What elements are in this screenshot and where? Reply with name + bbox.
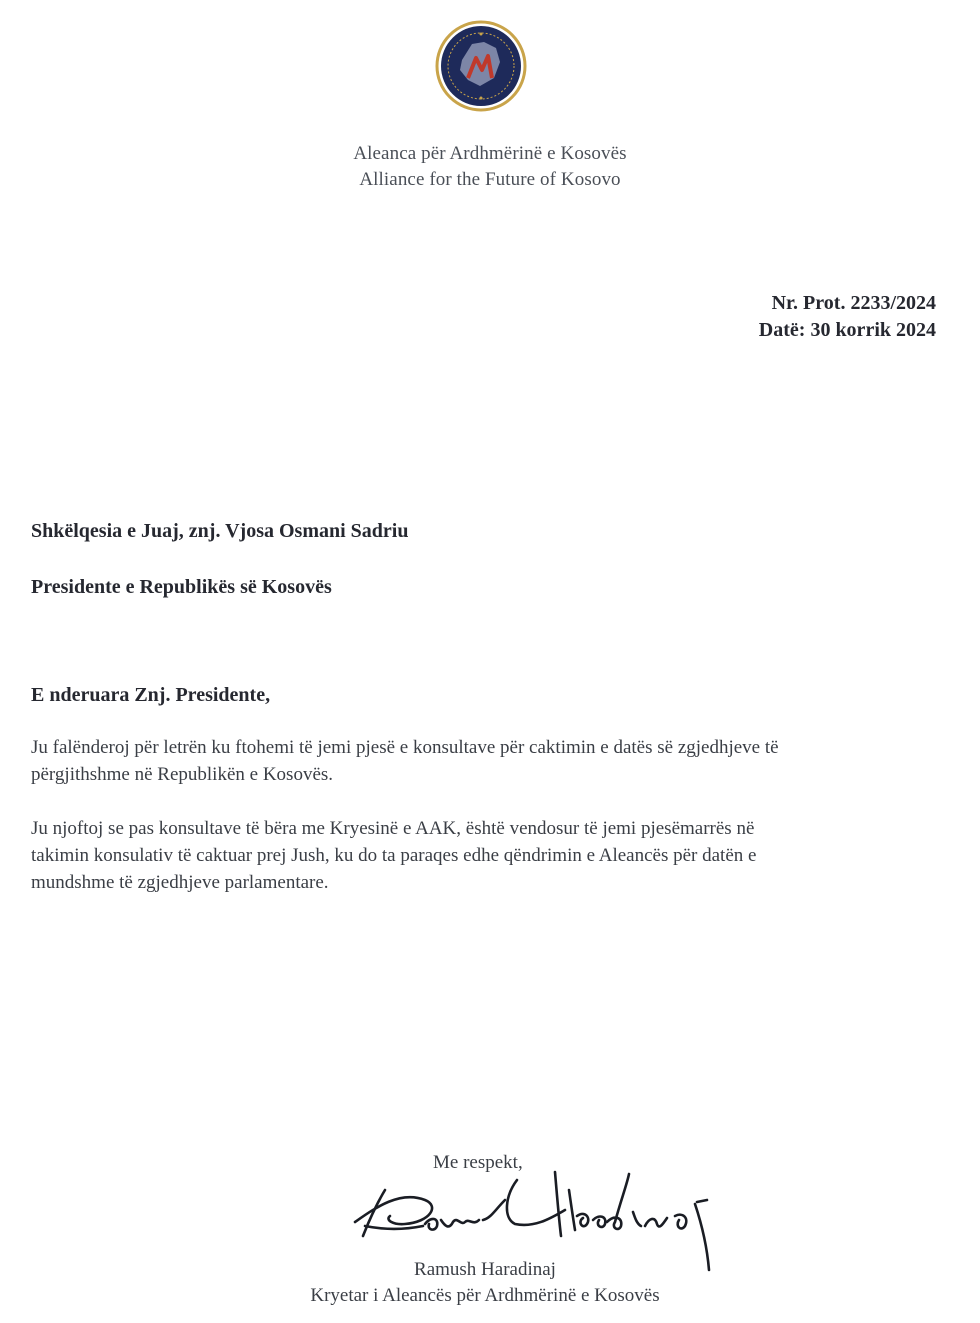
- signer-name: Ramush Haradinaj: [414, 1259, 556, 1280]
- paragraph-line: Ju njoftoj se pas konsultave të bëra me Kryesinë e AAK, është vendosur të jemi pjesëmarrës në: [31, 818, 755, 839]
- recipient-name: Shkëlqesia e Juaj, znj. Vjosa Osmani Sadriu: [31, 520, 409, 542]
- aak-emblem-icon: [432, 20, 530, 112]
- signer-title: Kryetar i Aleancës për Ardhmërinë e Kosovës: [310, 1285, 660, 1306]
- protocol-number: Nr. Prot. 2233/2024: [771, 292, 936, 314]
- paragraph-line: Ju falënderoj për letrën ku ftohemi të jemi pjesë e konsultave për caktimin e datës së zgjedhjeve të: [31, 737, 779, 758]
- paragraph-line: mundshme të zgjedhjeve parlamentare.: [31, 872, 329, 893]
- closing-text: Me respekt,: [433, 1152, 523, 1173]
- body-paragraph: [31, 734, 931, 788]
- org-name-albanian: Aleanca për Ardhmërinë e Kosovës: [353, 143, 627, 164]
- letter-date: Datë: 30 korrik 2024: [758, 319, 936, 341]
- org-name-english: Alliance for the Future of Kosovo: [359, 169, 621, 190]
- recipient-title: Presidente e Republikës së Kosovës: [31, 576, 332, 598]
- paragraph-line: takimin konsulativ të caktuar prej Jush, ku do ta paraqes edhe qëndrimin e Aleancës për datën e: [31, 845, 757, 866]
- salutation: E nderuara Znj. Presidente,: [31, 684, 271, 706]
- paragraph-line: përgjithshme në Republikën e Kosovës.: [31, 764, 334, 785]
- body-paragraph: [31, 815, 931, 896]
